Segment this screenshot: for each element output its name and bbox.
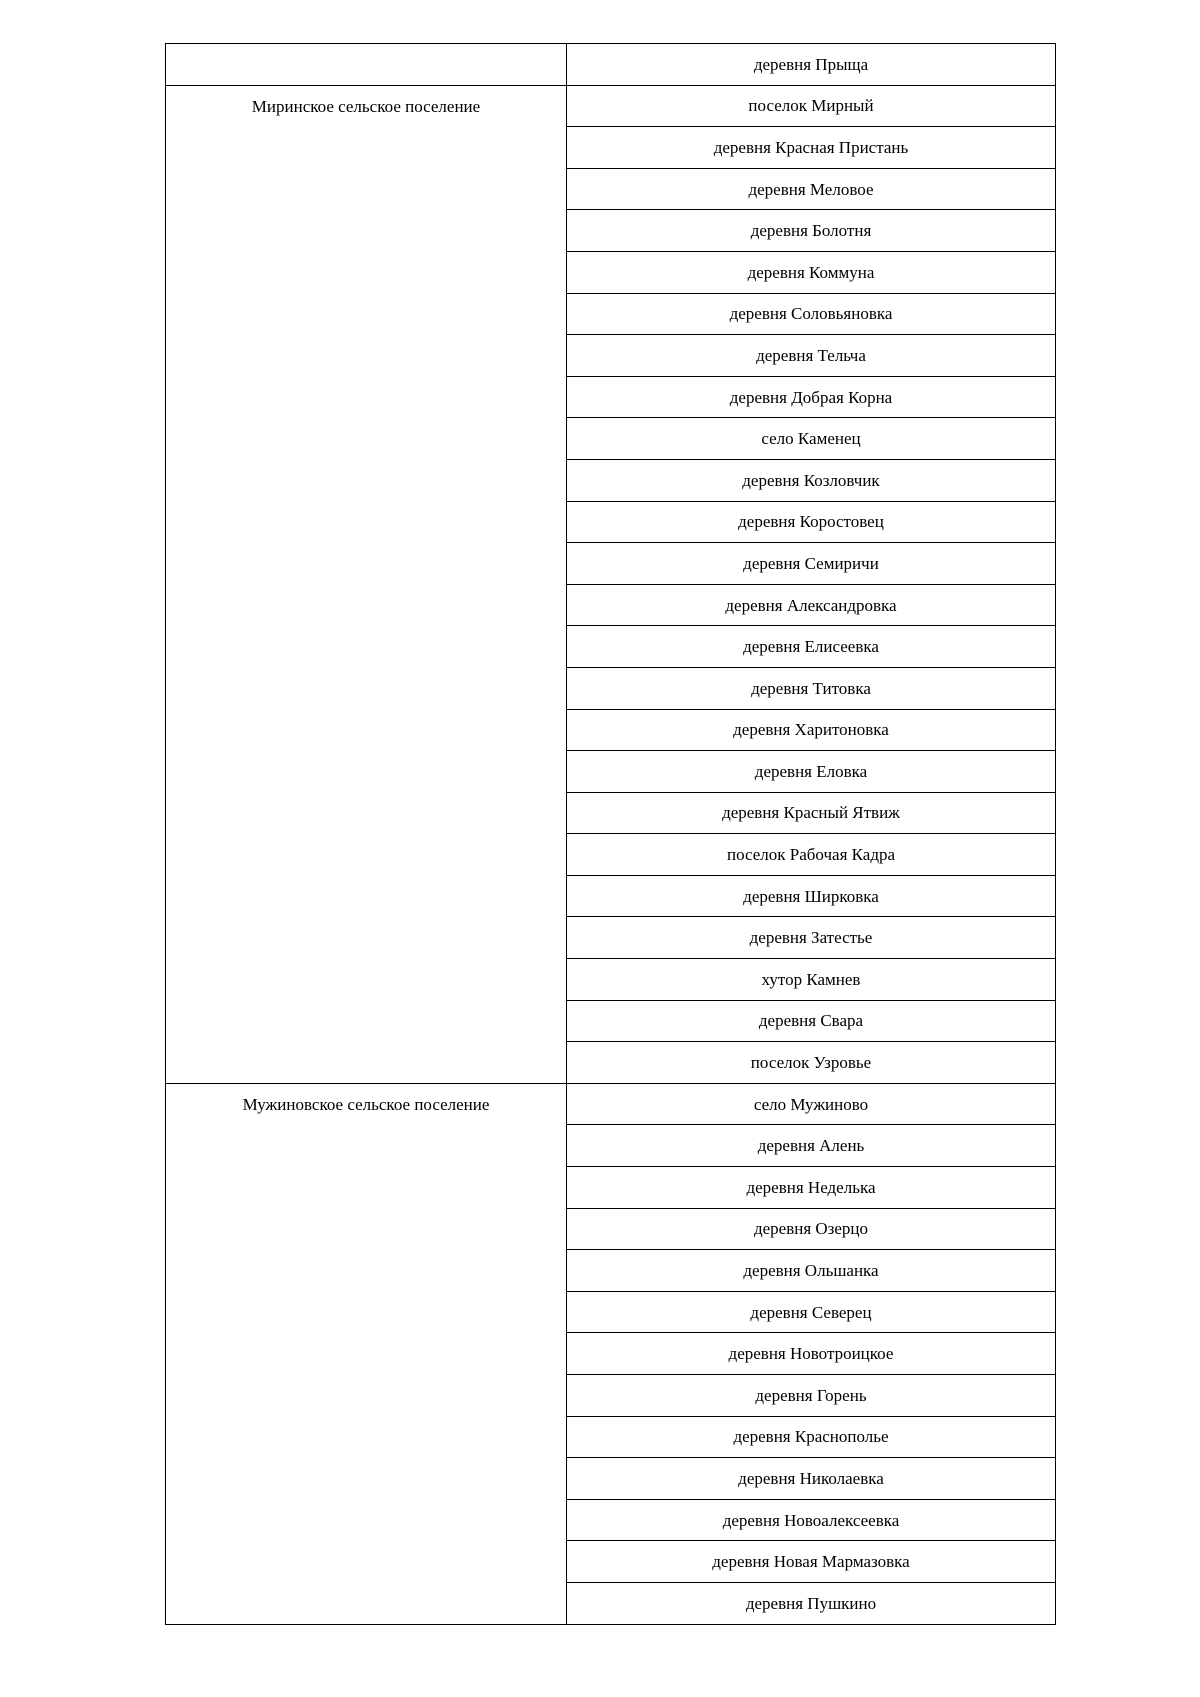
locality-name-cell: деревня Еловка: [567, 751, 1056, 793]
table-row: [166, 44, 1056, 86]
locality-name-cell: деревня Титовка: [567, 667, 1056, 709]
table-row: [166, 1083, 1056, 1125]
locality-name-cell: деревня Меловое: [567, 168, 1056, 210]
locality-name-cell: деревня Затестье: [567, 917, 1056, 959]
settlements-table: [165, 43, 1056, 1625]
locality-name-cell: село Каменец: [567, 418, 1056, 460]
locality-name-cell: деревня Свара: [567, 1000, 1056, 1042]
locality-name-cell: деревня Ольшанка: [567, 1250, 1056, 1292]
locality-name-cell: деревня Неделька: [567, 1167, 1056, 1209]
locality-name-cell: деревня Коммуна: [567, 251, 1056, 293]
settlements-table-body: [166, 44, 1056, 1625]
locality-name-cell: деревня Новотроицкое: [567, 1333, 1056, 1375]
settlement-name-cell: Миринское сельское поселение: [166, 85, 567, 1083]
locality-name-cell: деревня Новая Мармазовка: [567, 1541, 1056, 1583]
locality-name-cell: деревня Краснополье: [567, 1416, 1056, 1458]
locality-name-cell: деревня Елисеевка: [567, 626, 1056, 668]
locality-name-cell: деревня Ширковка: [567, 875, 1056, 917]
locality-name-cell: деревня Алень: [567, 1125, 1056, 1167]
locality-name-cell: деревня Соловьяновка: [567, 293, 1056, 335]
locality-name-cell: деревня Болотня: [567, 210, 1056, 252]
locality-name-cell: деревня Семиричи: [567, 543, 1056, 585]
locality-name-cell: деревня Харитоновка: [567, 709, 1056, 751]
locality-name-cell: деревня Северец: [567, 1291, 1056, 1333]
locality-name-cell: деревня Озерцо: [567, 1208, 1056, 1250]
locality-name-cell: деревня Новоалексеевка: [567, 1499, 1056, 1541]
settlement-name-cell: Мужиновское сельское поселение: [166, 1083, 567, 1624]
locality-name-cell: поселок Рабочая Кадра: [567, 834, 1056, 876]
locality-name-cell: деревня Красная Пристань: [567, 127, 1056, 169]
locality-name-cell: деревня Красный Ятвиж: [567, 792, 1056, 834]
locality-name-cell: поселок Узровье: [567, 1042, 1056, 1084]
locality-name-cell: деревня Горень: [567, 1375, 1056, 1417]
locality-name-cell: деревня Добрая Корна: [567, 376, 1056, 418]
locality-name-cell: деревня Александровка: [567, 584, 1056, 626]
locality-name-cell: хутор Камнев: [567, 959, 1056, 1001]
table-row: [166, 85, 1056, 127]
settlement-name-cell: [166, 44, 567, 86]
locality-name-cell: поселок Мирный: [567, 85, 1056, 127]
locality-name-cell: деревня Тельча: [567, 335, 1056, 377]
locality-name-cell: деревня Прыща: [567, 44, 1056, 86]
locality-name-cell: село Мужиново: [567, 1083, 1056, 1125]
locality-name-cell: деревня Николаевка: [567, 1458, 1056, 1500]
locality-name-cell: деревня Пушкино: [567, 1582, 1056, 1624]
locality-name-cell: деревня Козловчик: [567, 459, 1056, 501]
locality-name-cell: деревня Коростовец: [567, 501, 1056, 543]
